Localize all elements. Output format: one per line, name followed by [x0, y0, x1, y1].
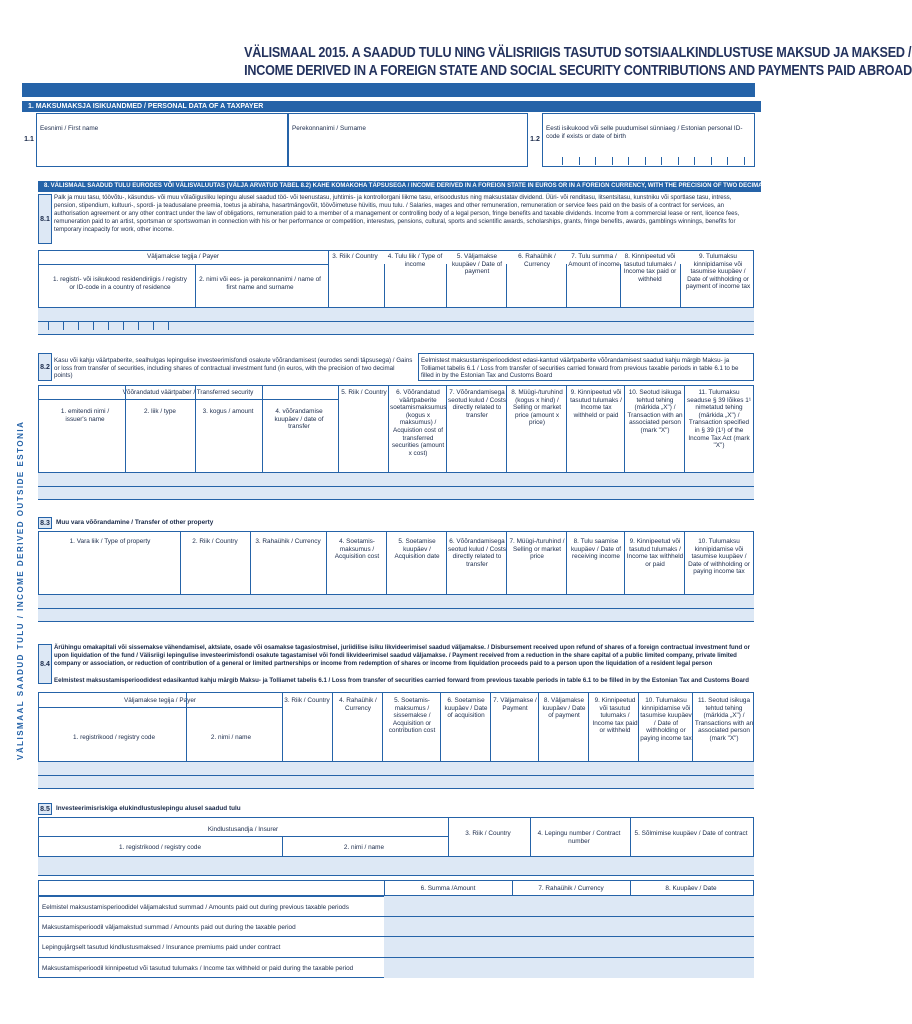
- section-8-5-title: Investeerimisriskiga elukindlustuslepingu alusel saadud tulu: [56, 805, 241, 812]
- section-8-1-number: 8.1: [38, 194, 52, 244]
- digit-box-divider: [78, 322, 79, 330]
- col-8-2-2: 2. liik / type: [144, 408, 176, 415]
- digit-box-divider: [123, 322, 124, 330]
- col-8-3-1: 1. Vara liik / Type of property: [69, 538, 151, 545]
- header-rule: [22, 83, 755, 97]
- col-8-2-8: 8. Müügi-/turuhind (kogus x hind) / Selling or market price (amount x price): [511, 389, 563, 427]
- digit-box-divider: [727, 157, 728, 165]
- digit-box-divider: [711, 157, 712, 165]
- side-label: VÄLISMAAL SAADUD TULU / INCOME DERIVED OUTSIDE ESTONIA: [16, 420, 25, 760]
- col-8-4-5: 5. Soetamis-maksumus / sissemakse / Acquisition or contribution cost: [388, 697, 436, 735]
- digit-box-divider: [168, 322, 169, 330]
- section-8-2-description: Kasu või kahju väärtpaberite, sealhulgas lepingulise investeerimisfondi osakute võõrandamisest (eurodes sendi täpsusega) / Gains or loss from transfer of securities, including shares of contractual investment fund (in euros, with the precision of two decimal points): [54, 357, 413, 380]
- col-8-3-4: 4. Soetamis-maksumus / Acquisition cost: [334, 538, 380, 561]
- col-8-2-4: 4. võõrandamise kuupäev / date of transfer: [274, 408, 324, 431]
- digit-box-divider: [63, 322, 64, 330]
- digit-box-divider: [661, 157, 662, 165]
- col-8-4-7: 7. Väljamakse / Payment: [493, 697, 537, 712]
- col-8-1-5: 5. Väljamakse kuupäev / Date of payment: [451, 253, 503, 276]
- col-8-2-6: 6. Võõrandatud väärtpaberite soetamismaksumus (kogus x maksumus) / Acquistion cost of transferred securities (amount x cost): [390, 389, 447, 457]
- form-title-et: VÄLISMAAL 2015. A SAADUD TULU NING VÄLISRIIGIS TASUTUD SOTSIAALKINDLUSTUSE MAKSUD JA MAKSED /: [244, 44, 912, 61]
- digit-box-divider: [678, 157, 679, 165]
- digit-box-divider: [645, 157, 646, 165]
- col-8-5-5: 5. Sõlmimise kuupäev / Date of contract: [634, 830, 748, 837]
- col-8-4-1: 1. registrikood / registry code: [72, 734, 156, 741]
- col-8-1-3: 3. Riik / Country: [332, 253, 378, 260]
- first-name-field[interactable]: [36, 113, 288, 167]
- row-8-5-2: Maksustamisperioodil väljamakstud summad / Amounts paid out during the taxable period: [42, 924, 296, 931]
- section-8-2-note-text: Eelmistest maksustamisperioodidest edasi-kantud väärtpaberite võõrandamisest saadud kahju märgib Maksu- ja Tolliamet tabelis 6.1 / Loss from transfer of securities carried forward from previous taxable periods in table 6.1 to be filled in by the Estonian Tax and Customs Board: [421, 357, 739, 380]
- digit-box-divider: [138, 322, 139, 330]
- col-8-2-10: 10. Seotud isikuga tehtud tehing (märkida „X") / Transaction with an associated person (mark "X"): [627, 389, 683, 434]
- section8-bar: 8. VÄLISMAAL SAADUD TULU EURODES VÕI VÄLISVALUUTAS (VÄLJA ARVATUD TABEL 8.2) KAHE KOMAKOHA TÄPSUSEGA / INCOME DERIVED IN A FOREIGN STATE IN EUROS OR IN A FOREIGN CURRENCY, WITH THE PRECISION OF TWO DECIMAL POINTS ( EXCEPT TABLE 8.2): [38, 181, 761, 192]
- col-8-2-11: 11. Tulumaksu seaduse § 39 lõikes 1¹ nimetatud tehing (märkida „X") / Transaction specified in § 39 (1¹) of the Income Tax Act (mark "X"): [687, 389, 751, 450]
- surname-label: Perekonnanimi / Surname: [292, 125, 366, 132]
- col-8-1-1: 1. registri- või isikukood residendiriigis / registry or ID-code in a country of residence: [53, 276, 187, 291]
- section-8-2-number: 8.2: [38, 353, 52, 381]
- col-8-4-6: 6. Soetamise kuupäev / Date of acquisition: [444, 697, 488, 720]
- row-8-5-4: Maksustamisperioodil kinnipeetud või tasutud tulumaks / Income tax withheld or paid during the taxable period: [42, 965, 354, 972]
- col-8-4-8: 8. Väljamakse kuupäev / Date of payment: [542, 697, 586, 720]
- col-8-4-4: 4. Rahaühik / Currency: [339, 697, 377, 712]
- section-8-4-number: 8.4: [38, 644, 52, 684]
- col-8-3-6: 6. Võõrandamisega seotud kulud / Costs directly related to transfer: [448, 538, 506, 568]
- col-8-3-2: 2. Riik / Country: [192, 538, 238, 545]
- col-8-4-11: 11. Seotud isikuga tehtud tehing (märkida „X") / Transactions with an associated person (mark "X"): [694, 697, 754, 742]
- digit-box-divider: [108, 322, 109, 330]
- col-8-2-1: 1. emitendi nimi / issuer's name: [60, 408, 110, 423]
- digit-box-divider: [153, 322, 154, 330]
- col-8-5-7: 7. Rahaühik / Currency: [538, 885, 604, 892]
- transferred-security-header: Võõrandatud väärtpaber / Transferred security: [122, 389, 254, 396]
- section-8-4-note: Eelmistest maksustamisperioodidest edasikantud kahju märgib Maksu- ja Tolliamet tabelis 6.1 / Loss from transfer of securities carried forward from previous taxable periods in table 6.1 to be filled in by the Estonian Tax and Customs Board: [54, 677, 749, 684]
- digit-box-divider: [48, 322, 49, 330]
- col-8-3-7: 7. Müügi-/turuhind / Selling or market price: [509, 538, 565, 561]
- table-8-5-contract-row[interactable]: [38, 857, 754, 875]
- digit-box-divider: [694, 157, 695, 165]
- col-8-1-4: 4. Tulu liik / Type of income: [387, 253, 443, 268]
- col-8-4-9: 9. Kinnipeetud või tasutud tulumaks / Income tax paid or withheld: [592, 697, 638, 735]
- col-8-2-3: 3. kogus / amount: [202, 408, 254, 415]
- section1-bar: 1. MAKSUMAKSJA ISIKUANDMED / PERSONAL DATA OF A TAXPAYER: [22, 101, 761, 112]
- row-8-5-3: Lepingujärgselt tasutud kindlustusmaksed / Insurance premiums paid under contract: [42, 944, 281, 951]
- col-8-3-9: 9. Kinnipeetud või tasutud tulumaks / Income tax withheld or paid: [626, 538, 684, 568]
- section-8-4-description: Ärühingu omakapitali või sissemakse vähendamisel, aktsiate, osade või osamakse tagasiostmisel, juriidilise isiku likvideerimisel saadud väljamakse. / Disbursement received upon refund of shares of a foreign contractual investment fund or upon liquidation of the fund / Välisriigi lepingulise investeerimisfondi osakute tagastamisel või fondi likvideerimisel saadud väljamakse. / Payment received from a reduction in the share capital of a public limited company, private limited company or association, or reduction of contribution of a general or limited partnerships or income from redemption of shares or income from liquidation proceeds paid to a person upon the liquidation of a resident legal person: [54, 644, 750, 667]
- digit-box-divider: [744, 157, 745, 165]
- digit-box-divider: [628, 157, 629, 165]
- col-8-5-4: 4. Lepingu number / Contract number: [537, 830, 621, 845]
- personal-id-label: Eesti isikukood või selle puudumisel sünniaeg / Estonian personal ID-code if exists or date of birth: [546, 125, 743, 140]
- section-8-3-title: Muu vara võõrandamine / Transfer of other property: [56, 519, 214, 526]
- col-8-1-2: 2. nimi või ees- ja perekonnanimi / name of first name and surname: [199, 276, 321, 291]
- col-8-5-6: 6. Summa /Amount: [420, 885, 476, 892]
- payer-header-8-4: Väljamakse tegija / Payer: [123, 697, 197, 704]
- col-8-3-8: 8. Tulu saamise kuupäev / Date of receiving income: [570, 538, 622, 561]
- row-8-5-1: Eelmistel maksustamisperioodidel väljamakstud summad / Amounts paid out during previous taxable periods: [42, 904, 349, 911]
- insurer-header: Kindlustusandja / Insurer: [207, 826, 279, 833]
- col-8-4-3: 3. Riik / Country: [284, 697, 330, 704]
- col-8-5-2: 2. nimi / name: [343, 844, 385, 851]
- col-8-2-9: 9. Kinnipeetud või tasutud tulumaks / Income tax withheld or paid: [570, 389, 622, 419]
- payer-header: Väljamakse tegija / Payer: [146, 253, 220, 260]
- section-8-1-description: Palk ja muu tasu, töövõtu-, käsundus- või muu võlaõigusliku lepingu alusel saadud töö- või teenustasu, juhtimis- ja kontrollorgani liikme tasu, erisoodustus ning maksustatav dividend. Üüri- või renditasu, litsentsitasu, kunstniku või sportlase tasu, intress, pension, stipendium, kultuuri-, spordi- ja teadusalane preemia, toetus ja abiraha, hasartmängovõit, töövõimetuse hüvitis, muu tulu. / Salaries, wages and other remuneration, remuneration or service fees paid on the basis of a contract for services, an authorisation agreement or any other contract under the law of obligations, remuneration paid to a member of a management or controlling body of a legal person, fringe benefits and taxable dividends. Income from a commercial lease or rent, licence fees, remuneration paid to an artist, sportsman or sportswoman in connection with his or her performance or competition, interestws, pensions, cultural, sports and scientific awards, scholarships, grants, fringe benefits, awards, gamblings winnings, benefits for temporary incapacity for work, other income.: [54, 194, 740, 233]
- section-8-5-number: 8.5: [38, 803, 52, 815]
- surname-field[interactable]: [288, 113, 528, 167]
- amount-input-area[interactable]: [384, 896, 754, 978]
- digit-box-divider: [595, 157, 596, 165]
- column-divider: [328, 250, 329, 264]
- col-8-1-9: 9. Tulumaksu kinnipidamise või tasumise kuupäev / Date of withholding or payment of income tax: [685, 253, 751, 291]
- col-8-1-6: 6. Rahaühik / Currency: [518, 253, 556, 268]
- col-8-5-3: 3. Riik / Country: [465, 830, 511, 837]
- digit-box-divider: [562, 157, 563, 165]
- col-8-4-10: 10. Tulumaksu kinnipidamise või tasumise kuupäev / Date of withholding or paying income tax: [640, 697, 692, 742]
- col-8-2-5: 5. Riik / Country: [341, 389, 387, 396]
- digit-box-divider: [579, 157, 580, 165]
- section-8-3-number: 8.3: [38, 517, 52, 529]
- col-8-3-3: 3. Rahaühik / Currency: [255, 538, 321, 545]
- col-8-3-5: 5. Soetamise kuupäev / Acquisition date: [394, 538, 440, 561]
- num-1-1: 1.1: [22, 113, 36, 167]
- col-8-1-8: 8. Kinnipeetud või tasutud tulumaks / Income tax paid or withheld: [623, 253, 677, 283]
- col-8-2-7: 7. Võõrandamisega seotud kulud / Costs directly related to transfer: [448, 389, 506, 419]
- form-title-en: INCOME DERIVED IN A FOREIGN STATE AND SOCIAL SECURITY CONTRIBUTIONS AND PAYMENTS PAID ABROAD: [244, 62, 912, 79]
- col-8-5-1: 1. registrikood / registry code: [118, 844, 202, 851]
- col-8-1-7: 7. Tulu summa / Amount of income: [568, 253, 620, 268]
- col-8-4-2: 2. nimi / name: [210, 734, 252, 741]
- digit-box-divider: [612, 157, 613, 165]
- digit-box-divider: [93, 322, 94, 330]
- col-8-5-8: 8. Kuupäev / Date: [665, 885, 717, 892]
- first-name-label: Eesnimi / First name: [40, 125, 99, 132]
- num-1-2: 1.2: [528, 113, 542, 167]
- col-8-3-10: 10. Tulumaksu kinnipidamise või tasumise kuupäev / Date of withholding or paying income tax: [688, 538, 750, 576]
